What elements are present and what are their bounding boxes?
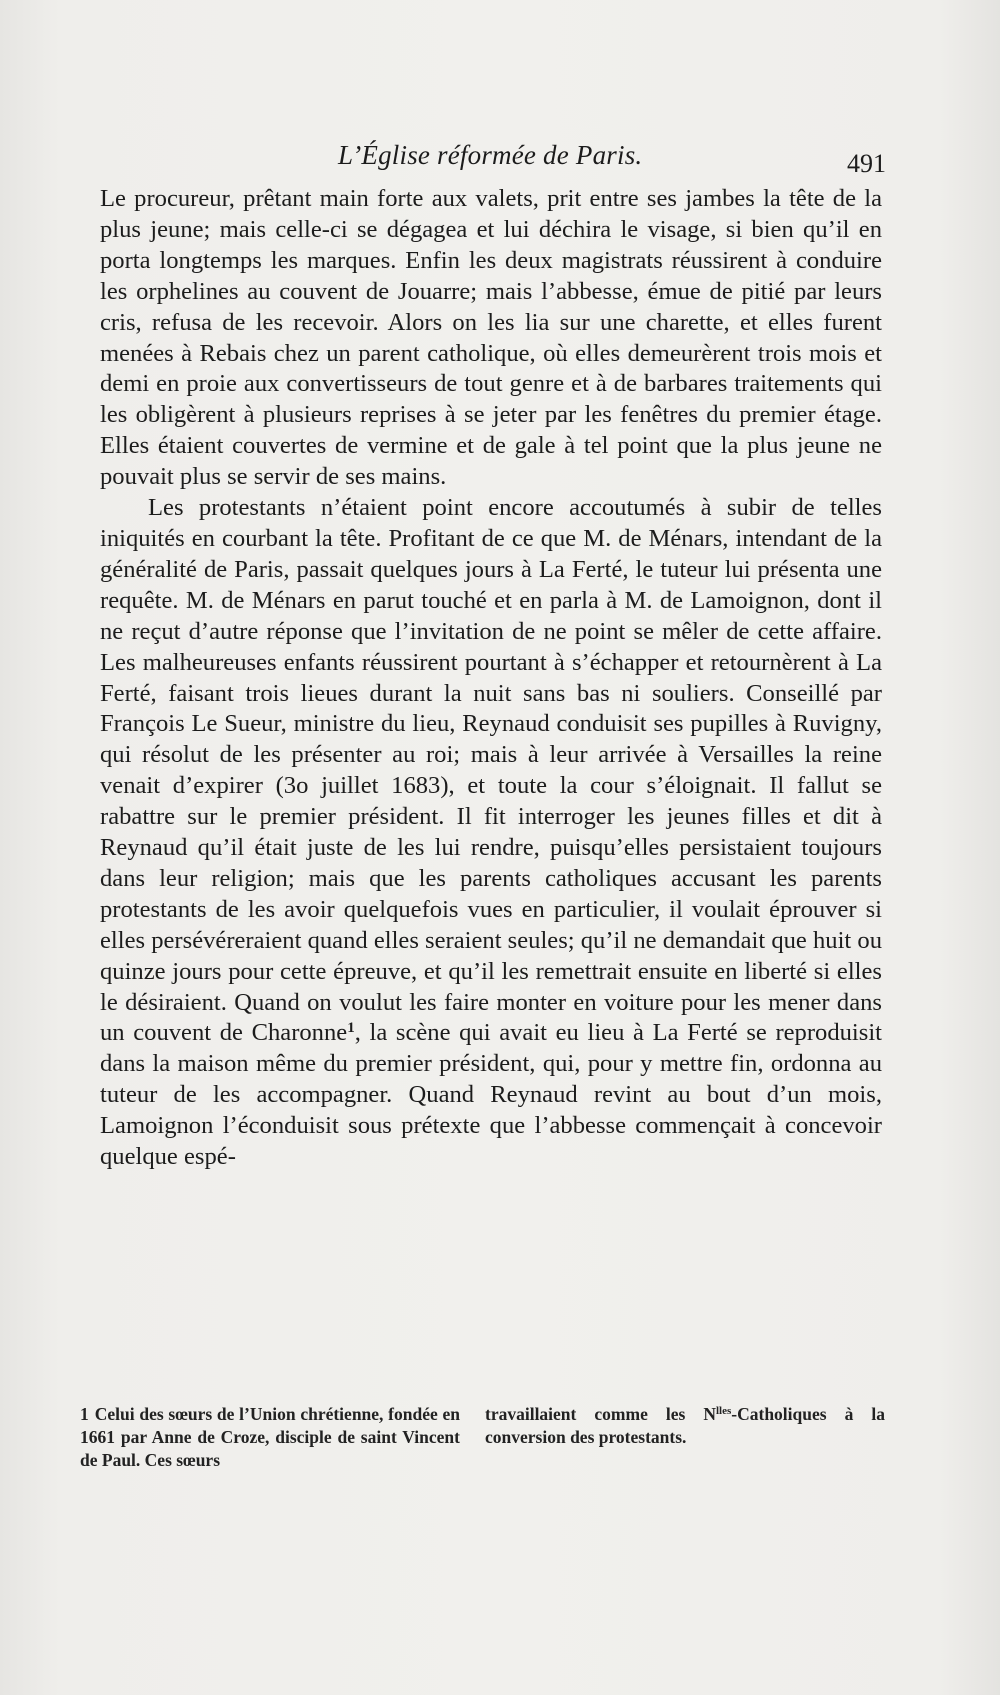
footnote-text: Celui des sœurs de l’Union chrétienne, fondée en 1661 par Anne de Croze, disciple de saint Vincent de Paul. Ces sœurs [80, 1404, 460, 1470]
paragraph-text: , la scène qui avait eu lieu à La Ferté se reproduisit dans la maison même du premier président, qui, pour y mettre fin, ordonna au tuteur de les accompagner. Quand Reynaud revint au bout d’un mois, Lamoignon l’éconduisit sous prétexte que l’abbesse commençait à concevoir quelque espé- [100, 1019, 883, 1171]
running-head [0, 140, 1000, 176]
paragraph [100, 493, 882, 1173]
page-number: 491 [847, 149, 886, 178]
paragraph-text: Le procureur, prêtant main forte aux valets, prit entre ses jambes la tête de la plus jeune; mais celle-ci se dégagea et lui déchira le visage, si bien qu’il en porta longtemps les marques. Enfin les deux magistrats réussirent à conduire les orphelines au couvent de Jouarre; mais l’abbesse, émue de pitié par leurs cris, refusa de les recevoir. Alors on les lia sur une charette, et elles furent menées à Rebais chez un parent catholique, où elles demeurèrent trois mois et demi en proie aux convertisseurs de tout genre et à de barbares traitements qui les obligèrent à plusieurs reprises à se jeter par les fenêtres du premier étage. Elles étaient couvertes de vermine et de gale à tel point que la plus jeune ne pouvait plus se servir de ses mains. [100, 185, 882, 491]
footnote-column-left [80, 1403, 460, 1472]
paragraph [100, 184, 882, 493]
running-title: L’Église réformée de Paris. [338, 140, 643, 170]
footnote-text: travaillaient comme les N [485, 1404, 716, 1424]
footnote-reference[interactable]: 1 [347, 1020, 355, 1037]
paragraph-text: Les protestants n’étaient point encore accoutumés à subir de telles iniquités en courbant la tête. Profitant de ce que M. de Ménars, intendant de la généralité de Paris, passait quelques jours à La Ferté, le tuteur lui présenta une requête. M. de Ménars en parut touché et en parla à M. de Lamoignon, dont il ne reçut d’autre réponse que l’invitation de ne point se mêler de cette affaire. Les malheureuses enfants réussirent pourtant à s’échapper et retournèrent à La Ferté, faisant trois lieues durant la nuit sans bas ni souliers. Conseillé par François Le Sueur, ministre du lieu, Reynaud conduisit ses pupilles à Ruvigny, qui résolut de les présenter au roi; mais à leur arrivée à Versailles la reine venait d’expirer (3o juillet 1683), et toute la cour s’éloignait. Il fallut se rabattre sur le premier président. Il fit interroger les jeunes filles et dit à Reynaud qu’il était juste de les lui rendre, puisqu’elles persistaient toujours dans leur religion; mais que les parents catholiques accusant les parents protestants de les avoir quelquefois vues en particulier, il voulait éprouver si elles persévéreraient quand elles seraient seules; qu’il ne demandait que huit ou quinze jours pour cette épreuve, et qu’il les remettrait ensuite en liberté si elles le désiraient. Quand on voulut les faire monter en voiture pour les mener dans un couvent de Charonne [100, 494, 882, 1047]
footnote-column-right [485, 1403, 885, 1449]
footnote-marker: 1 [80, 1404, 89, 1424]
footnote-superscript: lles [716, 1405, 732, 1417]
footnote-text: -Catholiques à la conversion des protestants. [485, 1404, 886, 1447]
body-text [100, 184, 882, 1173]
